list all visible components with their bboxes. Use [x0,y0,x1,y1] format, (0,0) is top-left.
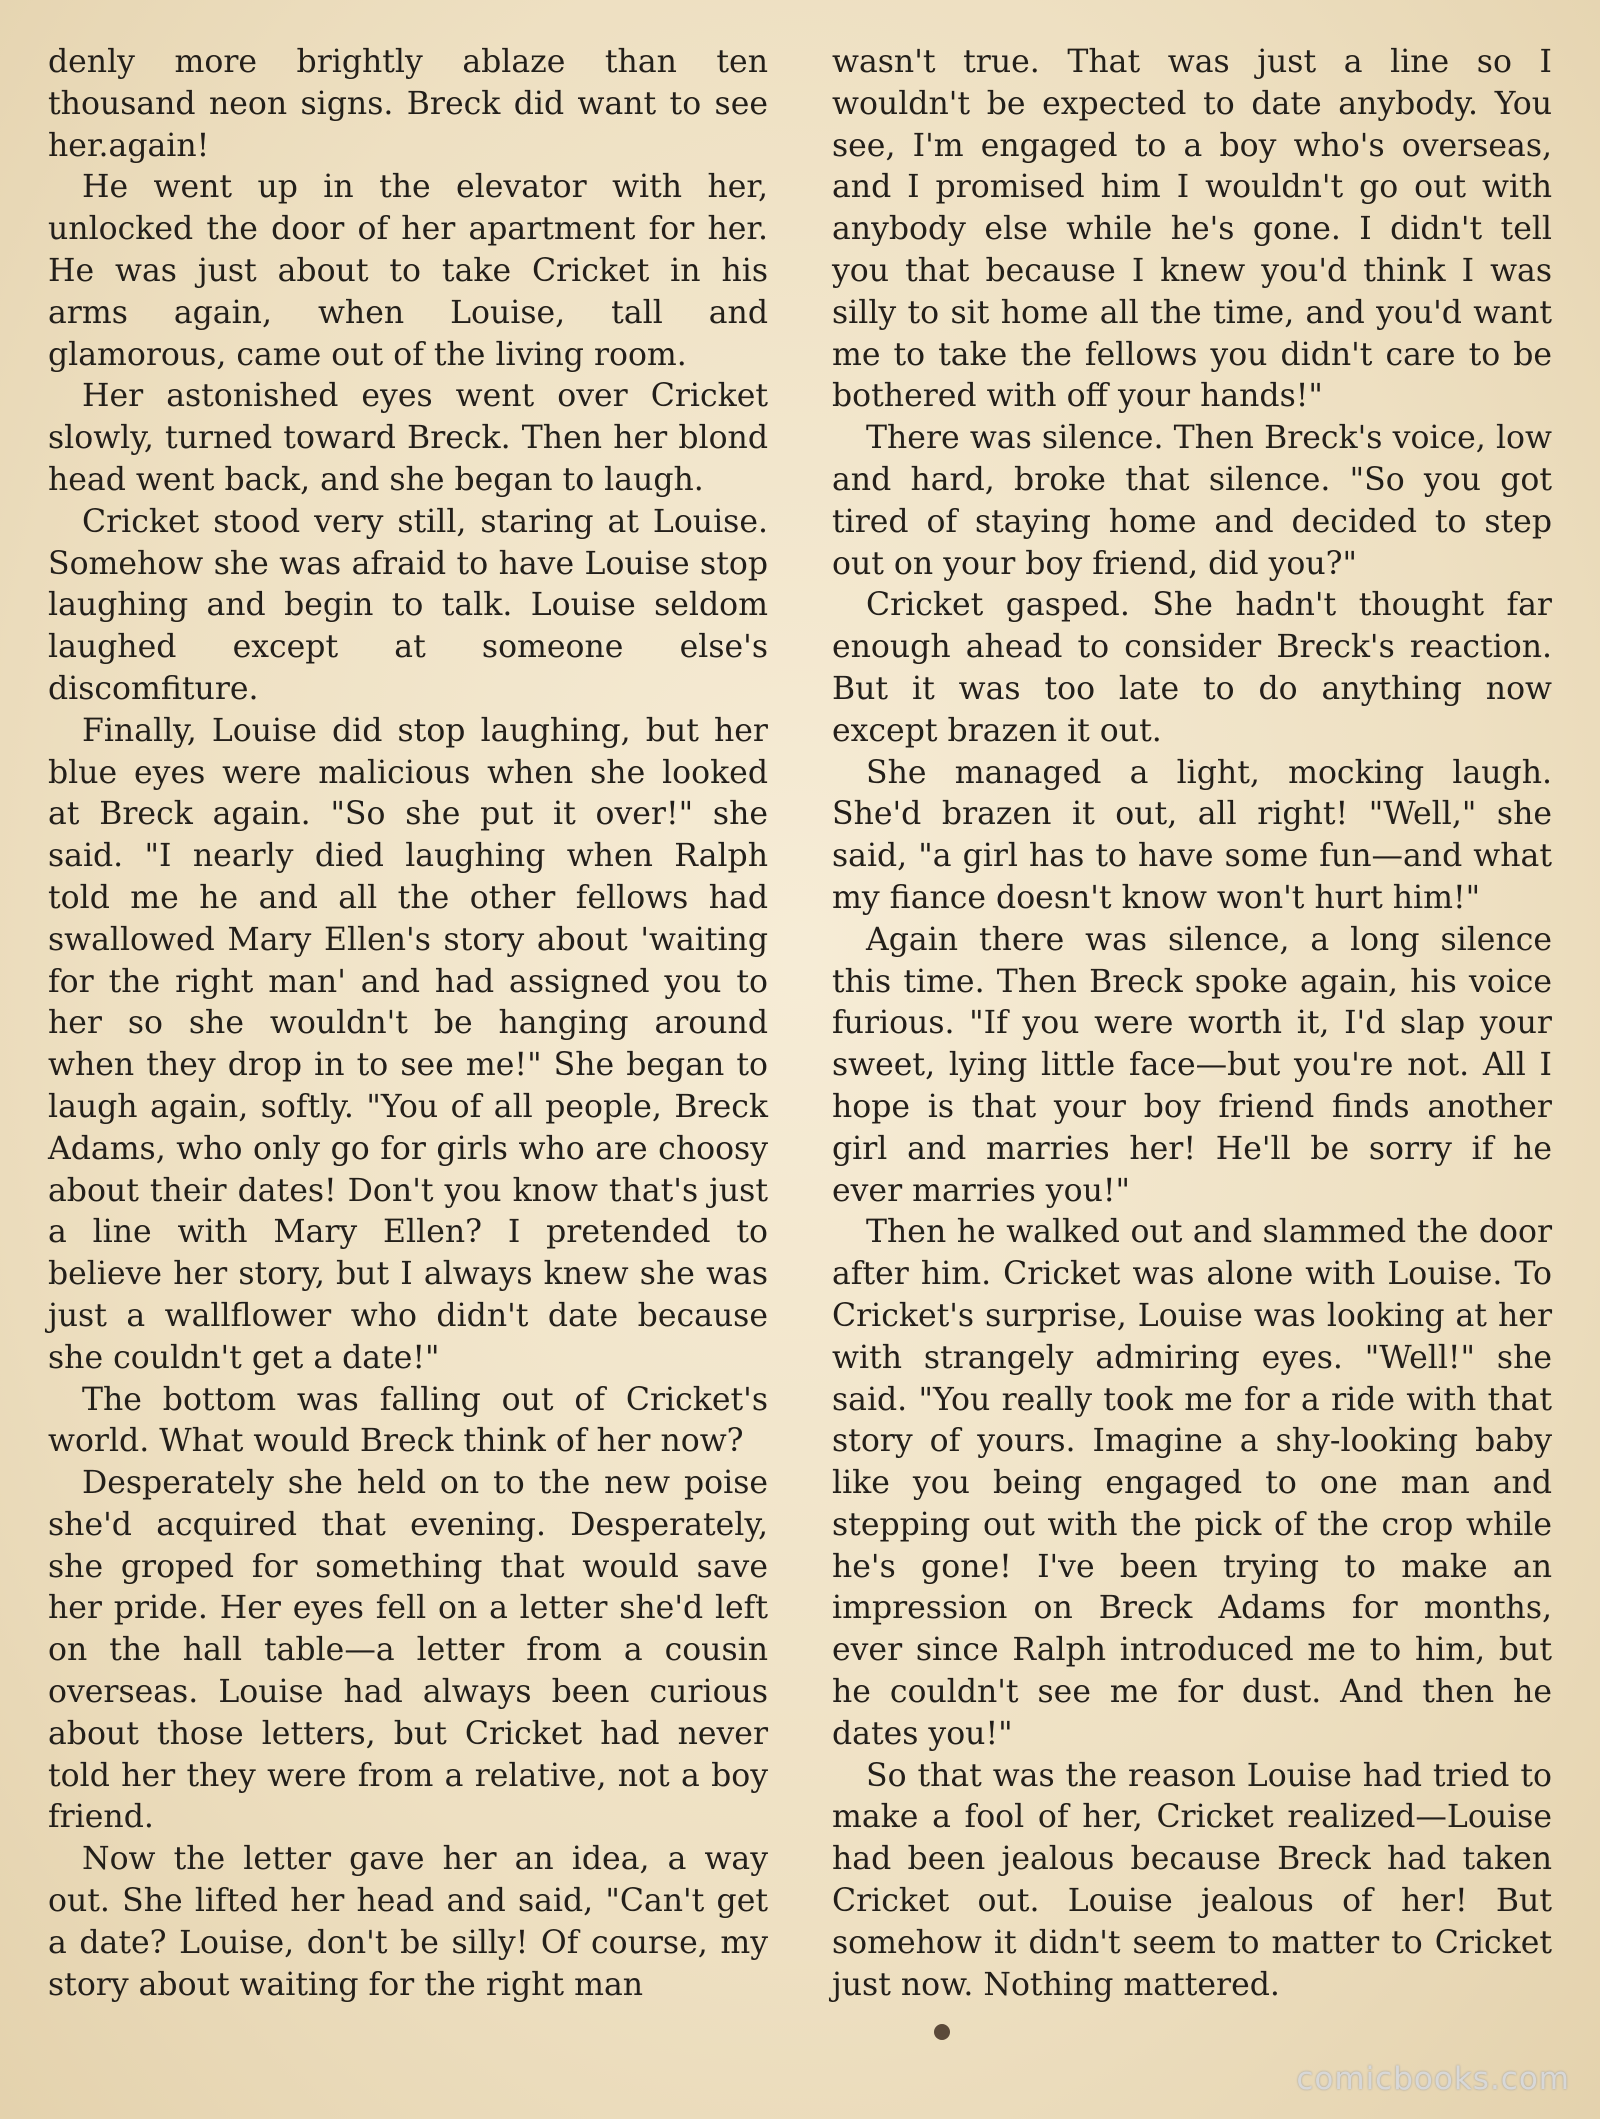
paragraph: Then he walked out and slammed the door after him. Cricket was alone with Louise. To Cricket's surprise, Louise was looking at her with strangely admiring eyes. "Well!" she said. "You really took me for a ride with that story of yours. Imagine a shy-looking baby like you being engaged to one man and stepping out with the pick of the crop while he's gone! I've been trying to make an impression on Breck Adams for months, ever since Ralph introduced me to him, but he couldn't see me for dust. And then he dates you!" [832,1214,1552,1752]
paragraph: There was silence. Then Breck's voice, low and hard, broke that silence. "So you got tired of staying home and decided to step out on your boy friend, did you?" [832,420,1552,582]
paragraph: denly more brightly ablaze than ten thousand neon signs. Breck did want to see her.again! [48,44,768,164]
paragraph: Desperately she held on to the new poise she'd acquired that evening. Desperately, she groped for something that would save her pride. Her eyes fell on a letter she'd left on the hall table—a letter from a cousin overseas. Louise had always been curious about those letters, but Cricket had never told her they were from a relative, not a boy friend. [48,1465,768,1836]
paragraph: Her astonished eyes went over Cricket slowly, turned toward Breck. Then her blond head went back, and she began to laugh. [48,378,768,498]
paragraph: So that was the reason Louise had tried to make a fool of her, Cricket realized—Louise had been jealous because Breck had taken Cricket out. Louise jealous of her! But somehow it didn't seem to matter to Cricket just now. Nothing mattered. [832,1757,1552,2003]
right-text-column [832,42,1552,2006]
paragraph: Finally, Louise did stop laughing, but her blue eyes were malicious when she looked at Breck again. "So she put it over!" she said. "I nearly died laughing when Ralph told me he and all the other fellows had swallowed Mary Ellen's story about 'waiting for the right man' and had assigned you to her so she wouldn't be hanging around when they drop in to see me!" She began to laugh again, softly. "You of all people, Breck Adams, who only go for girls who are choosy about their dates! Don't you know that's just a line with Mary Ellen? I pretended to believe her story, but I always knew she was just a wallflower who didn't date because she couldn't get a date!" [48,712,768,1376]
paragraph: He went up in the elevator with her, unlocked the door of her apartment for her. He was just about to take Cricket in his arms again, when Louise, tall and glamorous, came out of the living room. [48,169,768,373]
paragraph: wasn't true. That was just a line so I wouldn't be expected to date anybody. You see, I'm engaged to a boy who's overseas, and I promised him I wouldn't go out with anybody else while he's gone. I didn't tell you that because I knew you'd think I was silly to sit home all the time, and you'd want me to take the fellows you didn't care to be bothered with off your hands!" [832,44,1552,415]
paragraph: Now the letter gave her an idea, a way out. She lifted her head and said, "Can't get a date? Louise, don't be silly! Of course, my story about waiting for the right man [48,1841,768,2003]
paragraph: Cricket stood very still, staring at Louise. Somehow she was afraid to have Louise stop laughing and begin to talk. Louise seldom laughed except at someone else's discomfiture. [48,503,768,707]
paragraph: The bottom was falling out of Cricket's world. What would Breck think of her now? [48,1381,768,1460]
paragraph: Again there was silence, a long silence this time. Then Breck spoke again, his voice furious. "If you were worth it, I'd slap your sweet, lying little face—but you're not. All I hope is that your boy friend finds another girl and marries her! He'll be sorry if he ever marries you!" [832,921,1552,1209]
paragraph: Cricket gasped. She hadn't thought far enough ahead to consider Breck's reaction. But it was too late to do anything now except brazen it out. [832,587,1552,749]
paragraph: She managed a light, mocking laugh. She'd brazen it out, all right! "Well," she said, "a girl has to have some fun—and what my fiance doesn't know won't hurt him!" [832,754,1552,916]
left-text-column [48,42,768,2006]
watermark: comicbooks.com [1296,2061,1570,2097]
end-of-story-dot [934,2024,950,2040]
